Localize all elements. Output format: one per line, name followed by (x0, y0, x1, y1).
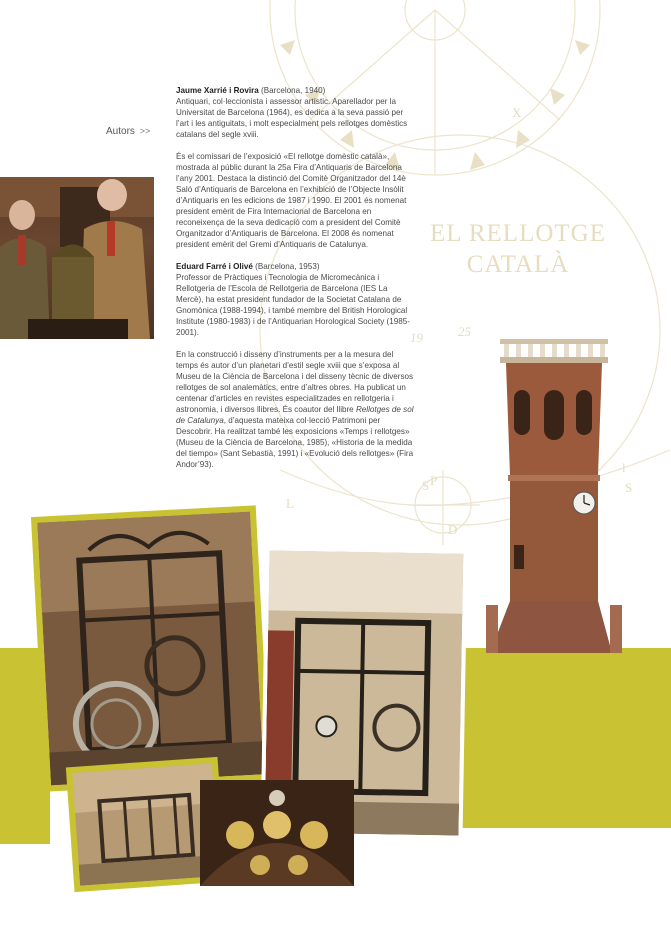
author-2-bio: Professor de Pràctiques i Tecnologia de Micromecànica i Rellotgeria de l’Escola de Rellotgeria de Barcelona (IES La Mercè), ha estat president fundador de la Societat Catalana de Gnomònica (1988-1994), i també membre del British Horological Institute (1980-1983) i de l’Antiquarian Horological Society (1985-2001). (176, 273, 410, 337)
chevron-right-icon: >> (139, 126, 151, 136)
authors-photo (0, 177, 154, 339)
author-2-bio-2-post: , d’aquesta mateixa col·lecció Patrimoni per Descobrir. Ha realitzat també les exposicions «Temps i rellotges» (Museu de la Ciència de Barcelona, 1985), «Historia de la medida del tiempo» (Sant Sebastià, 1991) i «Evolució dels rellotges» (Fira Andor’93). (176, 416, 414, 469)
dial-letter: S (625, 480, 633, 495)
dial-numeral: 19 (410, 330, 423, 345)
dial-letter: P (430, 473, 438, 488)
authors-text (176, 85, 416, 481)
author-2-bio-2-pre: En la construcció i disseny d’instruments per a la mesura del temps és autor d’un planetari d’estil segle xviii que s’exposa al Museu de la Ciència de Barcelona i del disseny tècnic de diversos rellotges de sol analemàtics, entre d’altres obres. Ha publicat un centenar d’articles en revistes especialitzades en rellotgeria i astronomia, i diversos llibres. És coautor del llibre (176, 350, 414, 414)
accent-band-right (462, 648, 671, 828)
author-1-bio: Antiquari, col·leccionista i assessor artístic. Aparellador per la Universitat de Barcelona (1964), es dedica a la seva passió per l’art i les antiguitats, i molt especialment pels rellotges domèstics catalans del segle xviii. (176, 97, 408, 139)
authors-label: Autors (106, 126, 135, 137)
dial-letter: X (512, 105, 522, 120)
dial-letter: D (448, 522, 458, 537)
author-1-origin: (Barcelona, 1940) (258, 86, 326, 95)
authors-link[interactable] (106, 126, 150, 137)
authors-photo-drawing (0, 177, 154, 339)
author-2-bio-2 (176, 349, 416, 470)
author-1-name: Jaume Xarrié i Rovira (176, 86, 259, 95)
dial-letter: L (286, 496, 294, 511)
author-1-block (176, 85, 416, 140)
author-2-block (176, 261, 416, 338)
clock-mechanism-drawing-3 (72, 763, 220, 885)
author-1-bio-2: És el comissari de l’exposició «El rellotge domèstic català», mostrada al públic durant la 25a Fira d’Antiquaris de Barcelona l’any 2001. Destaca la distinció del Comitè Organitzador del 14è Saló d’Antiquaris de Barcelona en l’exhibició de l’Objecte Insòlit d’Antiquaris en les edicions de 1987 i 1990. El 2001 és nomenat president emèrit de Fira Internacional de Barcelona en reconeixença de la seva dedicació com a president del Comitè Organitzador d’Antiquaris de Barcelona. El 2008 és nomenat president emèrit del Gremi d’Antiquaris de Catalunya. (176, 152, 407, 249)
heading-line-2: CATALÀ (466, 251, 570, 278)
author-2-origin: (Barcelona, 1953) (252, 262, 320, 271)
clock-mechanism-photo-1 (31, 505, 270, 791)
bell-tower-photo (486, 335, 622, 653)
author-2-name: Eduard Farré i Olivé (176, 262, 253, 271)
section-heading (418, 218, 618, 280)
astronomical-dials-drawing (200, 780, 354, 886)
astronomical-dials-photo (200, 780, 354, 886)
book-title: Rellotges de sol de Catalunya (176, 405, 414, 425)
clock-mechanism-drawing-1 (37, 512, 263, 786)
dial-numeral: 25 (458, 324, 471, 339)
dial-letter: l (622, 460, 626, 475)
heading-line-1: EL RELLOTGE (429, 220, 606, 247)
dial-letter: S (422, 478, 430, 493)
